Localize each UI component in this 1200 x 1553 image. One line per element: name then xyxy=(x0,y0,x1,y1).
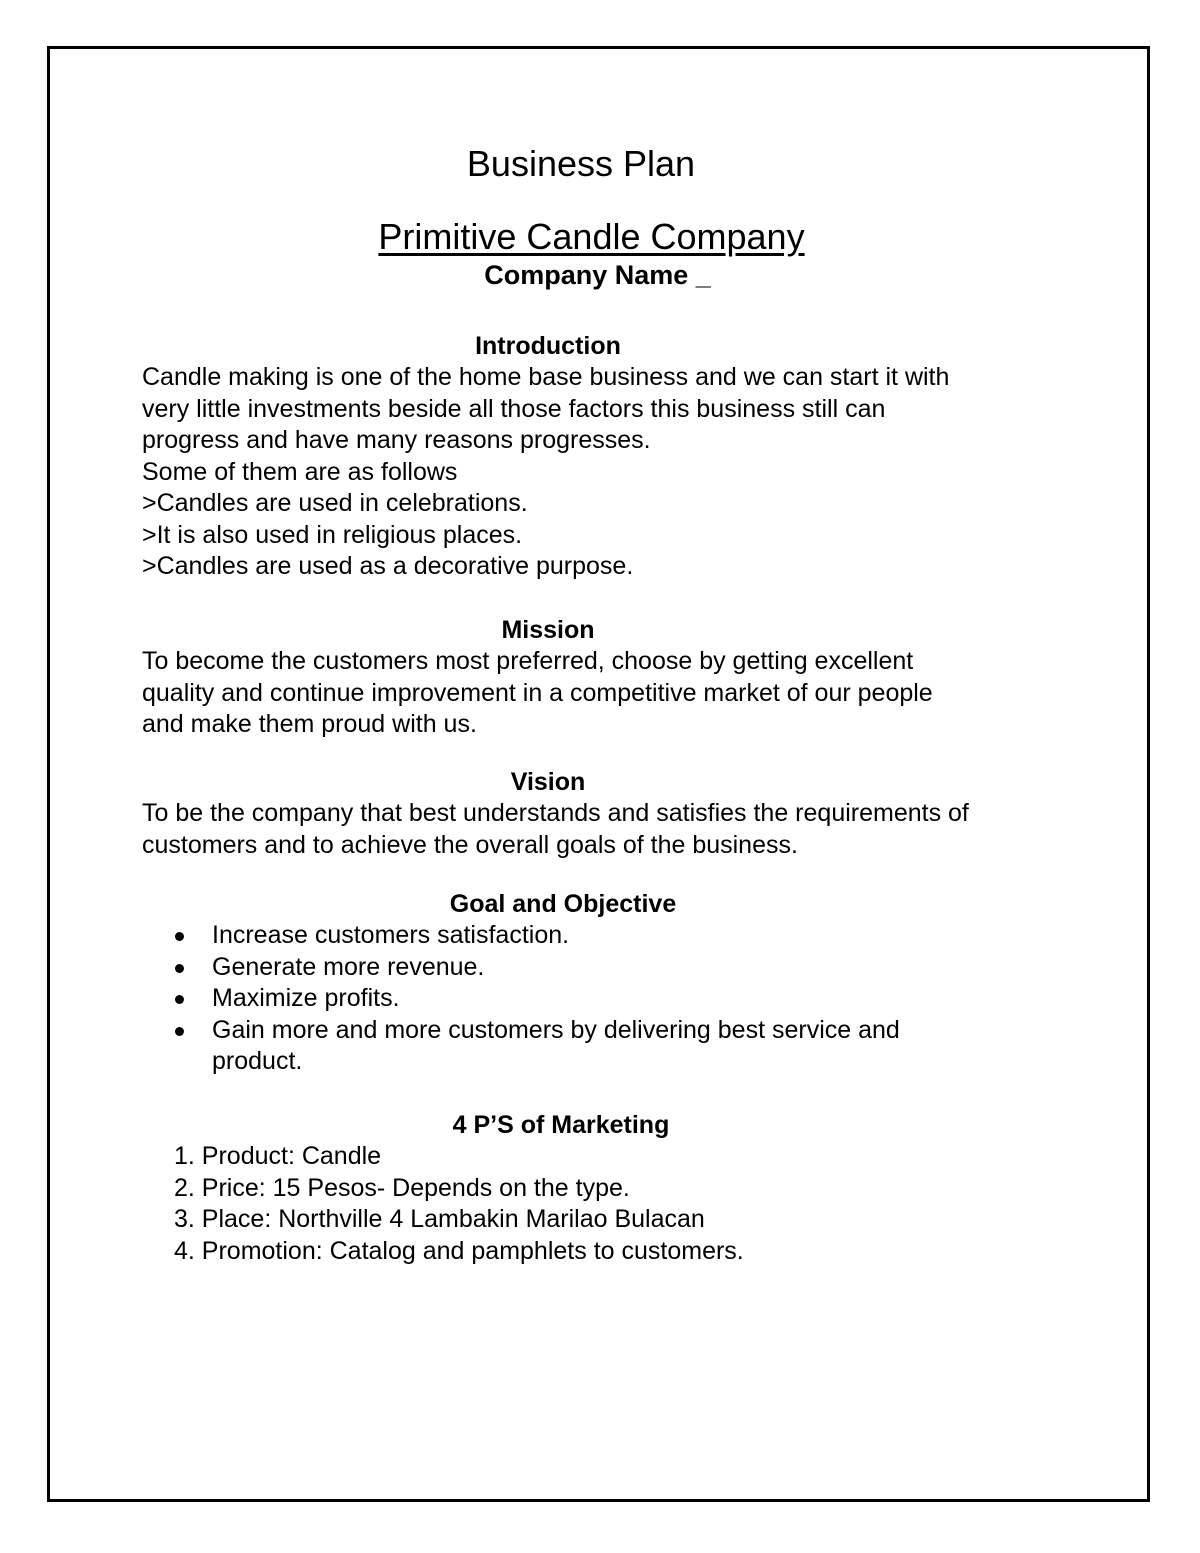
vision-line: customers and to achieve the overall goals of the business. xyxy=(142,830,798,859)
introduction-line: >Candles are used as a decorative purpose. xyxy=(142,552,634,580)
mission-line: To become the customers most preferred, choose by getting excellent xyxy=(142,647,914,675)
introduction-line: Candle making is one of the home base business and we can start it with xyxy=(142,363,950,391)
goal-text: Increase customers satisfaction. xyxy=(212,921,570,949)
mission-heading: Mission xyxy=(501,616,595,644)
goal-text: Generate more revenue. xyxy=(212,952,485,981)
bullet-icon xyxy=(175,1027,184,1036)
vision-line: To be the company that best understands and satisfies the requirements of xyxy=(142,799,969,827)
marketing-heading: 4 P’S of Marketing xyxy=(452,1111,670,1139)
introduction-line: very little investments beside all those factors this business still can xyxy=(142,394,886,423)
goal-item xyxy=(142,920,1042,952)
marketing-item: 3. Place: Northville 4 Lambakin Marilao Bulacan xyxy=(174,1205,705,1233)
goal-text: Maximize profits. xyxy=(212,984,400,1012)
introduction-line: >It is also used in religious places. xyxy=(142,520,523,549)
company-name-line: Primitive Candle Company xyxy=(378,216,805,257)
bullet-icon xyxy=(175,995,184,1004)
introduction-line: >Candles are used in celebrations. xyxy=(142,489,528,517)
introduction-line: progress and have many reasons progresses. xyxy=(142,426,651,454)
goals-list xyxy=(142,920,1042,1078)
document-title: Business Plan xyxy=(466,143,696,184)
mission-line: quality and continue improvement in a competitive market of our people xyxy=(142,678,933,707)
goals-heading: Goal and Objective xyxy=(449,890,677,918)
introduction-heading: Introduction xyxy=(475,332,621,360)
vision-heading: Vision xyxy=(510,768,586,796)
marketing-item: 2. Price: 15 Pesos- Depends on the type. xyxy=(174,1173,630,1202)
introduction-text xyxy=(142,362,1062,583)
vision-text xyxy=(142,798,1062,861)
goal-item xyxy=(142,952,1042,984)
bullet-icon xyxy=(175,932,184,941)
company-name-label: Company Name _ xyxy=(484,260,711,290)
introduction-line: Some of them are as follows xyxy=(142,457,458,486)
marketing-item: 4. Promotion: Catalog and pamphlets to customers. xyxy=(174,1236,744,1265)
mission-text xyxy=(142,646,1062,741)
marketing-item: 1. Product: Candle xyxy=(174,1142,382,1170)
goal-item xyxy=(142,983,1042,1015)
goal-text: Gain more and more customers by delivering best service and product. xyxy=(212,1015,900,1075)
goal-item xyxy=(142,1015,982,1078)
marketing-list xyxy=(142,1141,1042,1267)
mission-line: and make them proud with us. xyxy=(142,710,477,738)
bullet-icon xyxy=(175,964,184,973)
